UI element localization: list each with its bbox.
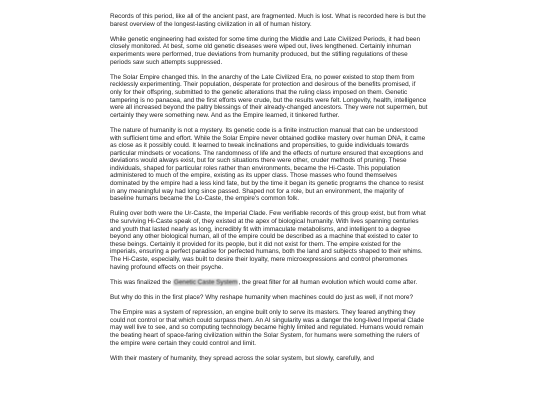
filter-text-before: This was finalized the [110, 278, 173, 286]
document-body [110, 13, 428, 370]
paragraph-why-question: But why do this in the first place? Why reshape humanity when machines could do just as well, if not more? [110, 293, 413, 301]
paragraph-mastery-of-humanity: With their mastery of humanity, they spread across the solar system, but slowly, carefully, and [110, 354, 374, 362]
paragraph-nature-of-humanity: The nature of humanity is not a mystery. Its genetic code is a finite instruction manual that can be understood with sufficient time and effort. While the Solar Empire never obtained godlike mastery over human DNA, it came as close as it possibly could. It learned to tweak inclinations and propensities, to guide individuals towards particular mindsets or vocations. The randomness of life and the effects of nurture ensured that exceptions and deviations would always exist, but for such situations there were other, cruder methods of pruning. These individuals, shaped for particular roles rather than environments, became the Hi-Caste. This population administered to much of the empire, existing as its upper class. Those masses who found themselves dominated by the empire had a less kind fate, but by the time it began its genetic programs the chance to resist in any meaningful way had long since passed. Shaped not for a role, but an environment, the majority of baseline humans became the Lo-Caste, the empire's common folk. [110, 126, 426, 203]
paragraph-ur-caste: Ruling over both were the Ur-Caste, the Imperial Clade. Few verifiable records of this group exist, but from what the surviving Hi-Caste speak of, they existed at the apex of biological humanity. With lives spanning centuries and youth that lasted nearly as long, incredibly fit with immaculate metabolisms, and intelligent to a degree beyond any other biological human, all of the empire could be described as a machine that existed to cater to these beings. Certainly it provided for its people, but it did not exist for them. The empire existed for the imperials, ensuring a perfect paradise for perfected humans, both the land and subjects shaped to their whims. The Hi-Caste, especially, was built to desire their loyalty, mere microexpressions and control pheromones having profound effects on their psyche. [110, 210, 426, 271]
paragraph-records: Records of this period, like all of the ancient past, are fragmented. Much is lost. What is recorded here is but the barest overview of the longest-lasting civilization in all of human history. [110, 13, 426, 28]
highlighted-term[interactable]: Genetic Caste System [173, 278, 238, 286]
filter-text-after: , the great filter for all human evolution which would come after. [238, 278, 418, 286]
paragraph-genetic-engineering: While genetic engineering had existed for some time during the Middle and Late Civilized Periods, it had been closely monitored. At best, some old genetic diseases were wiped out, lives lengthened. Certainly inhuman experiments were performed, true deviations from humanity produced, but the stifling regulations of these periods saw such attempts suppressed. [110, 35, 421, 66]
paragraph-genetic-caste-system [110, 279, 428, 287]
paragraph-system-of-repression: The Empire was a system of repression, an engine built only to serve its masters. They feared anything they could not control or that which could surpass them. An AI singularity was a danger the long-lived Imperial Clade may well live to see, and so computing technology became highly limited and regulated. Humans would remain the beating heart of space-faring civilization within the Solar System, for humans were something the rulers of the empire were certain they could control and limit. [110, 309, 425, 347]
paragraph-solar-empire: The Solar Empire changed this. In the anarchy of the Late Civilized Era, no power existed to stop them from recklessly experimenting. Their population, desperate for protection and desirous of the benefits promised, if only for their offspring, submitted to the genetic alterations that the ruling class imposed on them. Genetic tampering is no panacea, and the first efforts were crude, but the results were felt. Longevity, health, intelligence were all increased beyond the paltry blessings of their already-changed ancestors. They were not supermen, but certainly they were something new. And as the Empire learned, it tinkered further. [110, 73, 428, 119]
